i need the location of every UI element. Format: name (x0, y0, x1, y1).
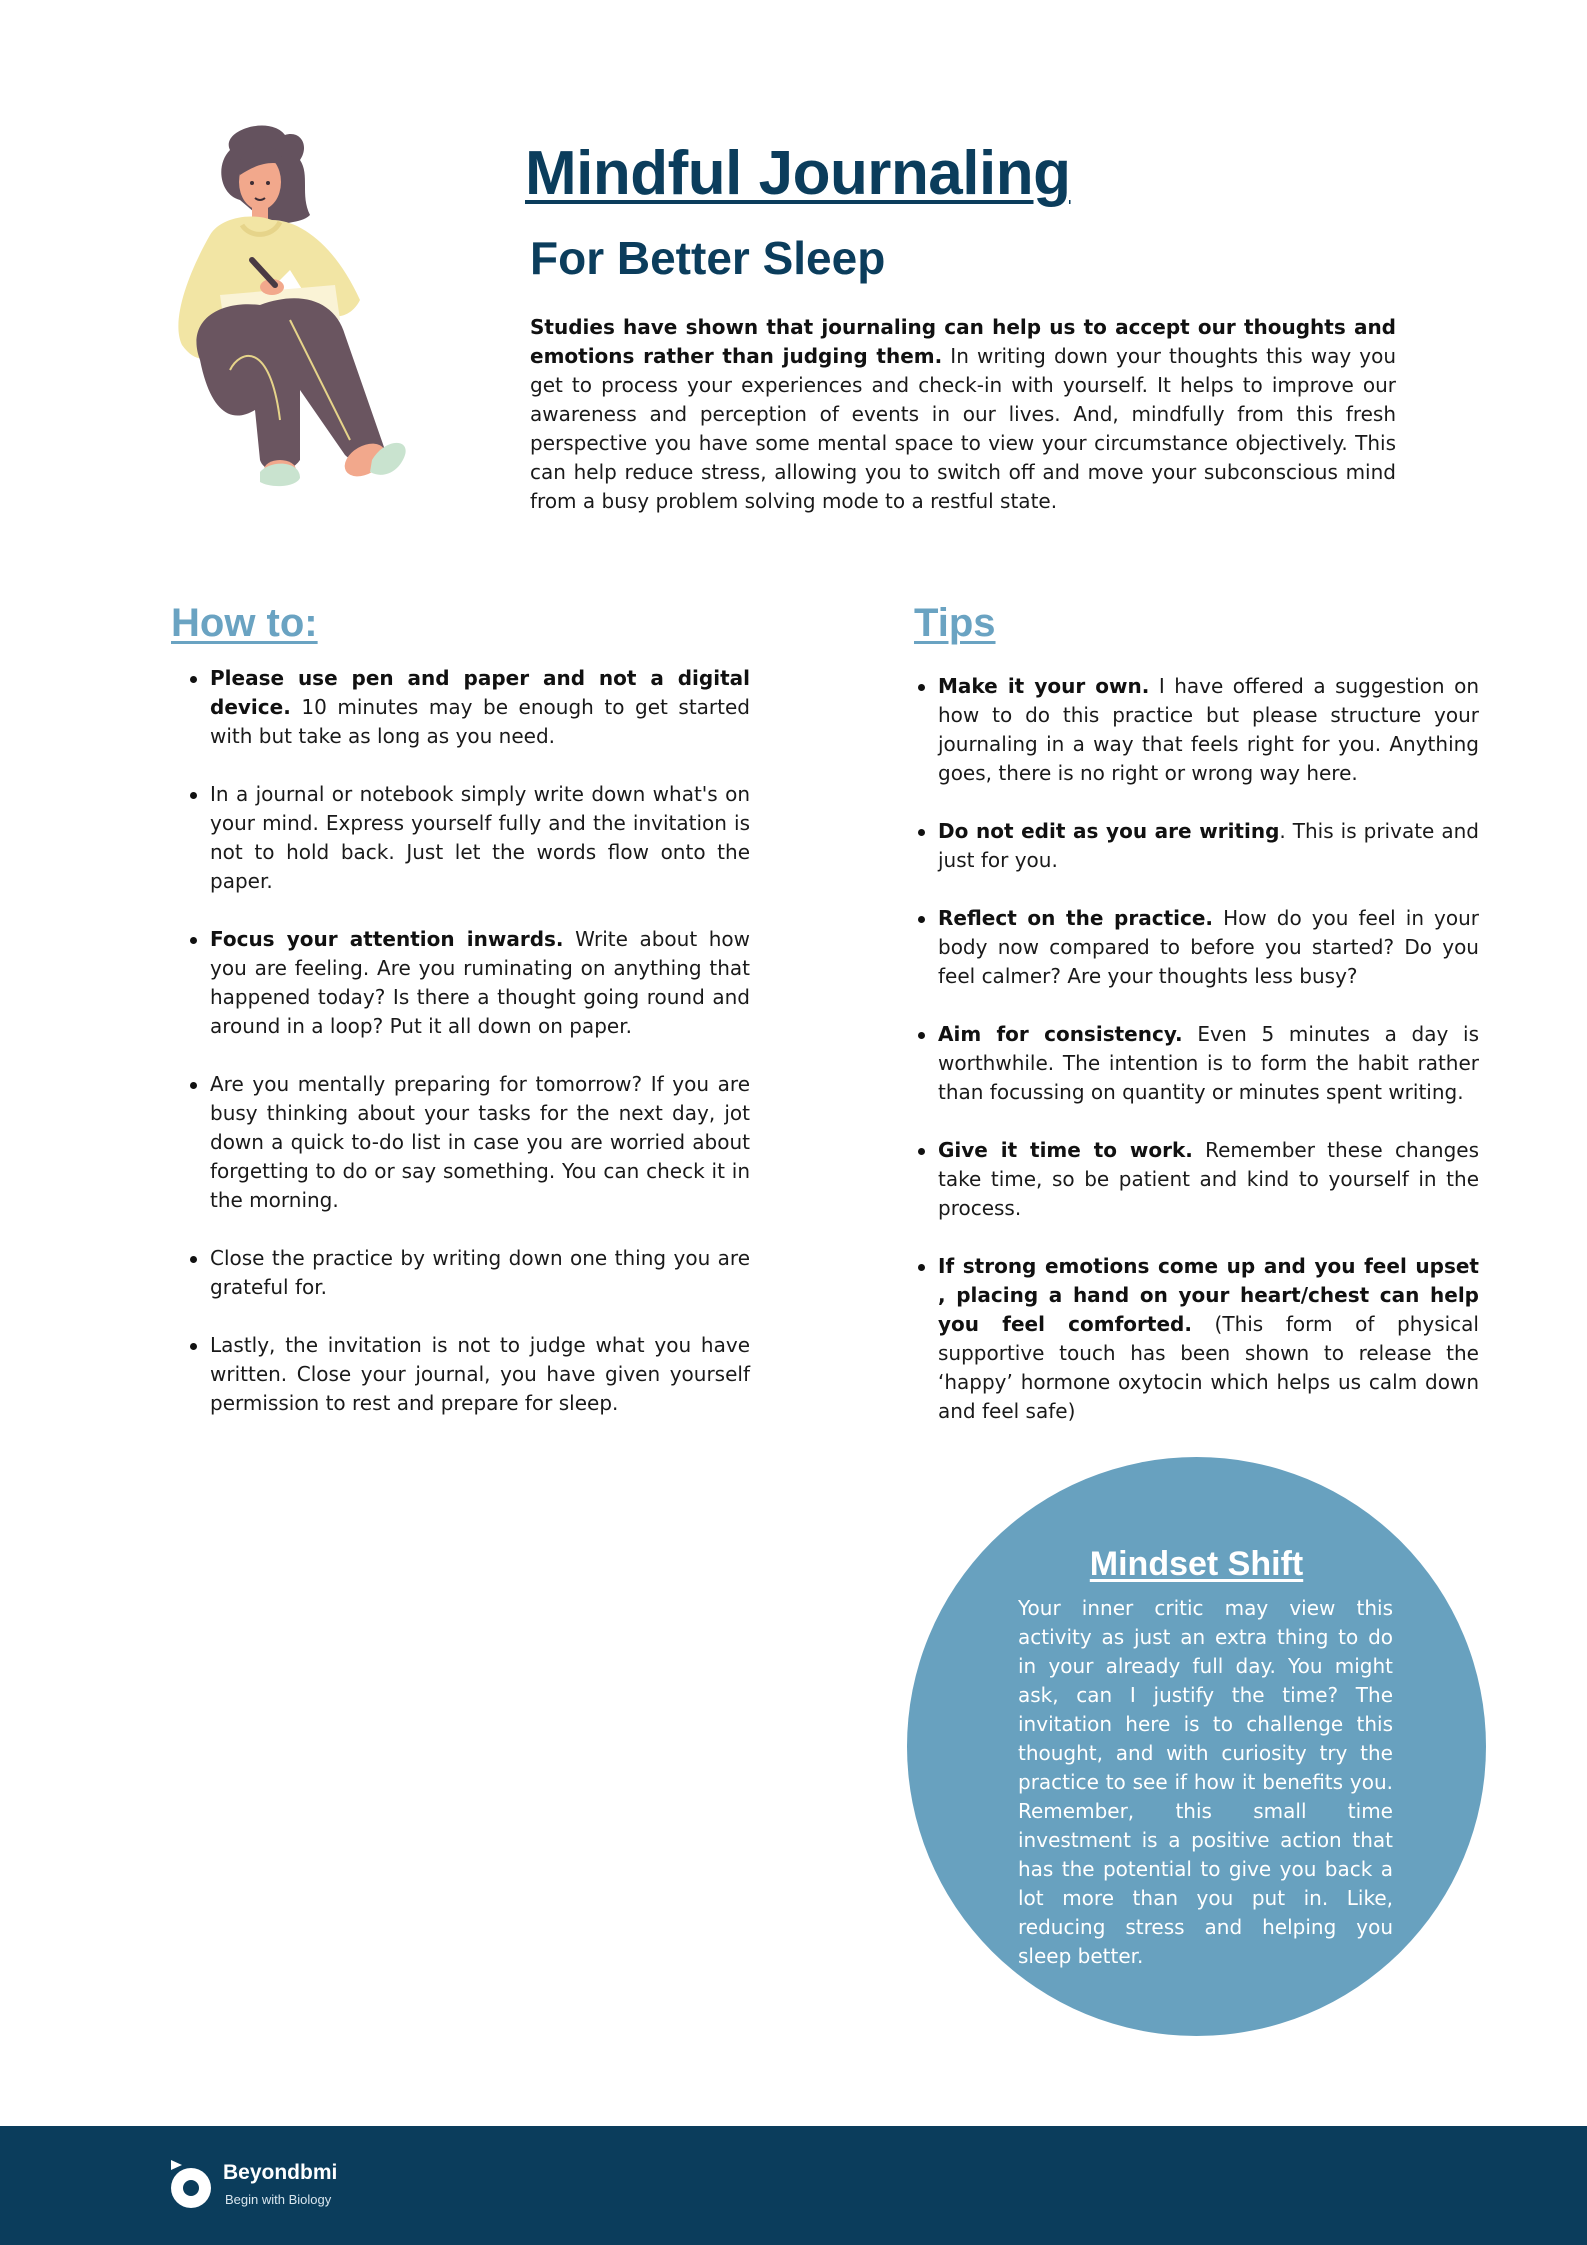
tip-item-text: (This form of physical supportive touch has been shown to release the ‘happy’ hormone oxytocin which helps us calm down and feel safe) (938, 1312, 1479, 1423)
page-title: Mindful Journaling (525, 139, 1071, 208)
howto-item-text: Write about how you are feeling. Are you ruminating on anything that happened today? Is there a thought going round and around in a loop? Put it all down on paper. (210, 927, 750, 1038)
woman-journaling-illustration (160, 120, 460, 540)
howto-list (210, 664, 750, 1447)
howto-item-bold: Focus your attention inwards. (210, 927, 564, 951)
howto-item (210, 780, 750, 896)
tip-item (938, 1020, 1479, 1107)
intro-paragraph (530, 313, 1396, 516)
tip-item-text: How do you feel in your body now compared to before you started? Do you feel calmer? Are your thoughts less busy? (938, 906, 1480, 988)
tip-item (938, 1136, 1479, 1223)
brand-name: Beyondbmi (223, 2161, 338, 2184)
howto-item (210, 664, 750, 751)
tip-item-text: Even 5 minutes a day is worthwhile. The intention is to form the habit rather than focussing on quantity or minutes spent writing. (938, 1022, 1479, 1104)
howto-item-text: Close the practice by writing down one thing you are grateful for. (210, 1246, 750, 1299)
howto-item (210, 1331, 750, 1418)
tip-item (938, 672, 1479, 788)
tip-item-text: I have offered a suggestion on how to do this practice but please structure your journaling in a way that feels right for you. Anything goes, there is no right or wrong way here. (938, 674, 1479, 785)
howto-item-text: In a journal or notebook simply write down what's on your mind. Express yourself fully and the invitation is not to hold back. Just let the words flow onto the paper. (210, 782, 750, 893)
tips-list (938, 672, 1479, 1455)
tip-item-text: . This is private and just for you. (938, 819, 1479, 872)
tip-item-bold: If strong emotions come up and you feel upset , placing a hand on your heart/chest can help you feel comforted. (938, 1254, 1479, 1336)
howto-item (210, 1244, 750, 1302)
brand-logo-icon (168, 2158, 214, 2210)
howto-item-text: Lastly, the invitation is not to judge what you have written. Close your journal, you have given yourself permission to rest and prepare for sleep. (210, 1333, 750, 1415)
tip-item-bold: Do not edit as you are writing (938, 819, 1280, 843)
intro-body-text: In writing down your thoughts this way you get to process your experiences and check-in with yourself. It helps to improve our awareness and perception of events in our lives. And, mindfully from this fresh perspective you have some mental space to view your circumstance objectively. This can help reduce stress, allowing you to switch off and move your subconscious mind from a busy problem solving mode to a restful state. (530, 344, 1397, 513)
howto-item-bold: Please use pen and paper and not a digital device. (210, 666, 750, 719)
tip-item (938, 904, 1479, 991)
howto-item-text: Are you mentally preparing for tomorrow? If you are busy thinking about your tasks for the next day, jot down a quick to-do list in case you are worried about forgetting to do or say something. You can check it in the morning. (210, 1072, 750, 1212)
tip-item (938, 817, 1479, 875)
tip-item-bold: Aim for consistency. (938, 1022, 1183, 1046)
howto-heading: How to: (171, 601, 318, 645)
mindset-text: Your inner critic may view this activity as just an extra thing to do in your already full day. You might ask, can I justify the time? The invitation here is to challenge this thought, and with curiosity try the practice to see if how it benefits you. Remember, this small time investment is a positive action that has the potential to give you back a lot more than you put in. Like, reducing stress and helping you sleep better. (1018, 1596, 1393, 1968)
tip-item-bold: Give it time to work. (938, 1138, 1193, 1162)
tips-heading: Tips (914, 601, 996, 645)
tip-item (938, 1252, 1479, 1426)
howto-item (210, 1070, 750, 1215)
brand-tagline: Begin with Biology (225, 2192, 332, 2207)
tip-item-bold: Reflect on the practice. (938, 906, 1214, 930)
page-subtitle: For Better Sleep (530, 232, 886, 284)
mindset-title: Mindset Shift (1089, 1545, 1304, 1583)
howto-item-text: 10 minutes may be enough to get started with but take as long as you need. (210, 695, 750, 748)
howto-item (210, 925, 750, 1041)
intro-bold-text: Studies have shown that journaling can help us to accept our thoughts and emotions rather than judging them. (530, 315, 1396, 368)
tip-item-text: Remember these changes take time, so be patient and kind to yourself in the process. (938, 1138, 1480, 1220)
tip-item-bold: Make it your own. (938, 674, 1150, 698)
